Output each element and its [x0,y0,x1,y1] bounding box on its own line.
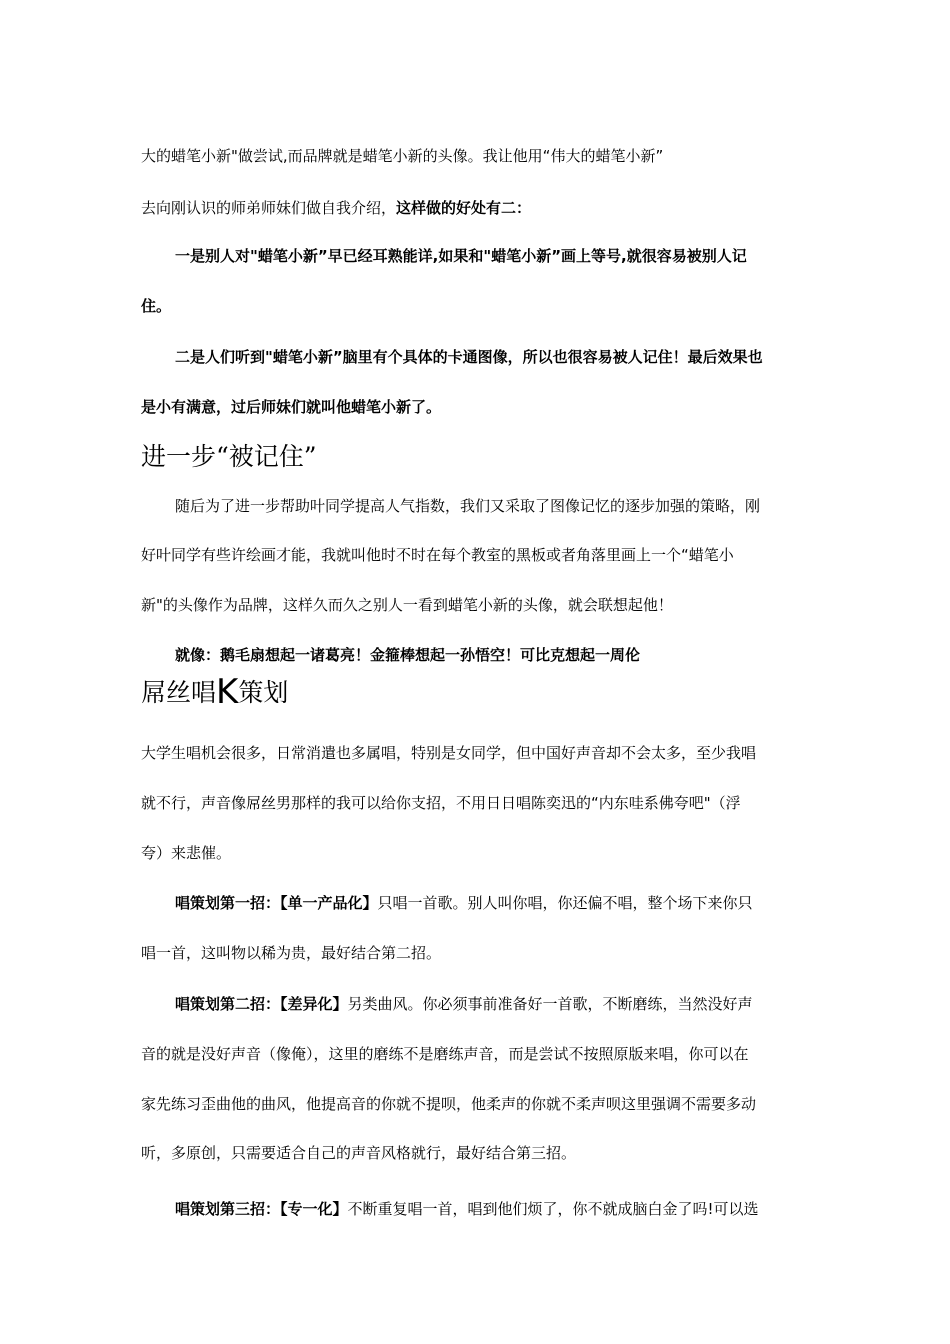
text-line-bold: 就像：鹅毛扇想起一诸葛亮！金箍棒想起一孙悟空！可比克想起一周伦 [175,646,641,664]
text-line: 随后为了进一步帮助叶同学提高人气指数，我们又采取了图像记忆的逐步加强的策略，刚 [175,497,761,515]
text-line: 夸）来悲催。 [141,844,232,862]
tip-label: 唱策划第二招：【差异化】 [175,995,348,1013]
heading-letter-k: K [216,672,239,712]
tip-1-line [175,893,811,913]
section-heading: 进一步“被记住” [141,442,317,471]
text-line: 好叶同学有些许绘画才能，我就叫他时不时在每个教室的黑板或者角落里画上一个“蜡笔小 [141,546,734,564]
point-2-line: 二是人们听到"蜡笔小新”脑里有个具体的卡通图像，所以也很容易被人记住！最后效果也 [175,348,763,366]
heading-part: 屌丝唱 [141,678,217,707]
tip-label: 唱策划第三招：【专一化】 [175,1200,348,1218]
text-line: 新"的头像作为品牌，这样久而久之别人一看到蜡笔小新的头像，就会联想起他！ [141,596,673,614]
tip-2-line [175,994,811,1014]
tip-text: 不断重复唱一首，唱到他们烦了，你不就成脑白金了吗!可以选 [347,1200,759,1218]
tip-3-line [175,1199,811,1219]
tip-label: 唱策划第一招：【单一产品化】 [175,894,378,912]
heading-part: 策划 [238,678,289,707]
point-2-line: 是小有满意，过后师妹们就叫他蜡笔小新了。 [141,398,442,416]
text-line: 大学生唱机会很多，日常消遣也多属唱，特别是女同学，但中国好声音却不会太多，至少我唱 [141,744,757,762]
tip-2-line: 音的就是没好声音（像俺），这里的磨练不是磨练声音，而是尝试不按照原版来唱，你可以在 [141,1045,749,1063]
text-line: 就不行，声音像屌丝男那样的我可以给你支招，不用日日唱陈奕迅的“内东哇系佛夸吧"（浮 [141,794,741,812]
text-segment: 去向刚认识的师弟师妹们做自我介绍， [141,199,397,217]
tip-text: 只唱一首歌。别人叫你唱，你还偏不唱，整个场下来你只 [377,894,753,912]
tip-1-line: 唱一首，这叫物以稀为贵，最好结合第二招。 [141,944,442,962]
text-line: 大的蜡笔小新"做尝试,而品牌就是蜡笔小新的头像。我让他用“伟大的蜡笔小新” [141,147,664,165]
text-segment-bold: 这样做的好处有二： [396,199,532,217]
tip-2-line: 听，多原创，只需要适合自己的声音风格就行，最好结合第三招。 [141,1144,577,1162]
section-heading [141,672,289,712]
tip-2-line: 家先练习歪曲他的曲风，他提高音的你就不提呗，他柔声的你就不柔声呗这里强调不需要多动 [141,1095,757,1113]
tip-text: 另类曲风。你必须事前准备好一首歌，不断磨练，当然没好声 [347,995,753,1013]
point-1-line: 住。 [141,297,172,315]
text-line [141,198,811,218]
point-1-line: 一是别人对"蜡笔小新”早已经耳熟能详,如果和"蜡笔小新”画上等号,就很容易被别人记 [175,247,747,265]
